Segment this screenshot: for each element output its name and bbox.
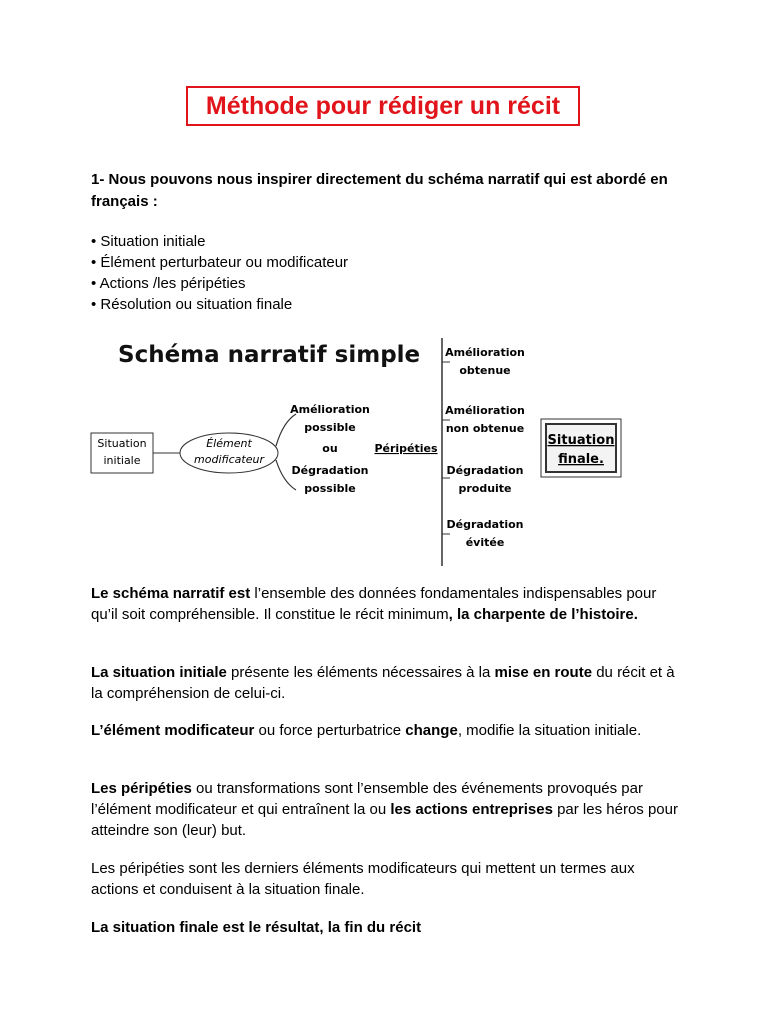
page-title: Méthode pour rédiger un récit [205,91,561,120]
outcome-label: obtenue [459,364,511,377]
bold-text: mise en route [494,664,593,681]
bold-text: Les péripéties [91,780,192,797]
bold-text: Le schéma narratif est [91,585,251,602]
degradation-possible-label: possible [304,482,356,495]
amelioration-possible-label: Amélioration [290,403,370,416]
text: Les péripéties sont les derniers éléments modificateurs qui mettent un termes aux actions et conduisent à la situation finale. [91,860,635,898]
narrative-schema-diagram [88,332,648,572]
paragraph-peripeties [91,778,681,841]
outcome-label: Amélioration [445,404,525,417]
paragraph-situation-initiale [91,662,681,704]
text: l’ensemble des données fondamentales indispensables pour qu’il soit compréhensible. Il constitue le récit minimum [91,585,657,623]
degradation-possible-label: Dégradation [291,464,369,477]
element-label: Élément [206,437,252,450]
outcome-label: Dégradation [446,464,524,477]
bullet-list [91,231,348,315]
outcome-label: évitée [465,536,505,549]
element-label: modificateur [194,453,264,466]
branch-arrow-up [276,414,296,446]
section-heading: 1- Nous pouvons nous inspirer directement du schéma narratif qui est abordé en français : [91,171,668,210]
bold-text: La situation initiale [91,664,227,681]
outcome-label: non obtenue [445,422,525,435]
paragraph-situation-finale [91,917,681,938]
text: , modifie la situation initiale. [457,722,642,739]
paragraph-schema [91,583,681,625]
bullet-item: • Situation initiale [91,233,206,250]
bold-text: change [405,722,458,739]
amelioration-possible-label: possible [304,421,356,434]
text: présente les éléments nécessaires à la [226,664,495,681]
peripeties-label: Péripéties [374,442,438,455]
bold-text: La situation finale est le résultat, la fin du récit [91,919,422,936]
situation-finale-label: finale. [558,452,604,467]
text: ou force perturbatrice [254,722,406,739]
situation-initiale-label: Situation [97,437,147,450]
bold-text: , la charpente de l’histoire. [448,606,638,623]
bold-text: L’élément modificateur [91,722,255,739]
text: par les héros pour atteindre son (leur) but. [91,801,678,839]
bullet-item: • Résolution ou situation finale [91,296,293,313]
title-box [186,86,580,126]
outcome-label: Dégradation [446,518,524,531]
outcome-label: Amélioration [445,346,525,359]
text: du récit et à la compréhension de celui-ci. [91,664,675,702]
ou-label: ou [322,442,338,455]
paragraph-peripeties-fin [91,858,681,900]
bold-text: les actions entreprises [390,801,553,818]
situation-initiale-label: initiale [103,454,141,467]
paragraph-element-modificateur [91,720,681,741]
text: ou transformations sont l’ensemble des événements provoqués par l’élément modificateur et qui entraînent la ou [91,780,643,818]
diagram-title: Schéma narratif simple [118,342,421,368]
bullet-item: • Actions /les péripéties [91,275,246,292]
situation-finale-label: Situation [547,433,615,448]
outcome-label: produite [458,482,512,495]
bullet-item: • Élément perturbateur ou modificateur [91,254,349,271]
